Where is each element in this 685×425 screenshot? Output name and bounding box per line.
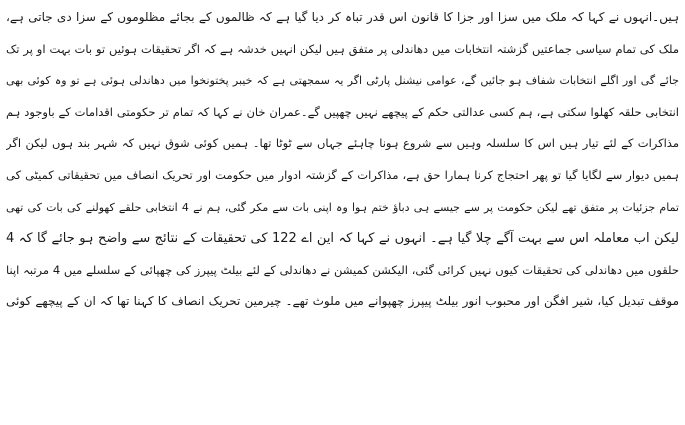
article-line: حلقوں میں دھاندلی کی تحقیقات کیوں نہیں کرائی گئی، الیکشن کمیشن نے دھاندلی کے لئے بیلٹ پیپرز کی چھپائی کے سلسلے میں 4 مرتبہ اپنا (6, 262, 679, 277)
article-line: ہمیں دیوار سے لگایا گیا تو پھر احتجاج کرنا ہمارا حق ہے، مذاکرات کے گزشتہ ادوار میں حکومت اور تحریک انصاف میں تحقیقاتی کمیٹی کی (6, 167, 679, 182)
article-line: لیکن اب معاملہ اس سے بہت آگے چلا گیا ہے۔ انہوں نے کہا کہ این اے 122 کی تحقیقات کے نتائج سے واضح ہو جائے گا کہ 4 (6, 231, 679, 247)
article-line: انتخابی حلقہ کھلوا سکتی ہے، ہم کسی عدالتی حکم کے پیچھے نہیں چھپیں گے۔عمران خان نے کہا کہ تمام تر حکومتی اقدامات کے باوجود ہم (6, 104, 679, 119)
article-line: موقف تبدیل کیا، شیر افگن اور محبوب انور بیلٹ پیپرز چھپوانے میں ملوث تھے۔ چیرمین تحریک انصاف کا کہنا تھا کہ ان کے پیچھے کوئی (6, 294, 679, 309)
article-line: مذاکرات کے لئے تیار ہیں اس کا سلسلہ وہیں سے شروع ہونا چاہئے جہاں سے ٹوٹا تھا۔ ہمیں کوئی شوق نہیں کہ شہر بند ہوں لیکن اگر (6, 136, 679, 151)
article-line: تمام جزئیات پر متفق تھے لیکن حکومت پر سے جیسے ہی دباؤ ختم ہوا وہ اپنی بات سے مکر گئی، ہم نے 4 انتخابی حلقے کھولنے کی بات کی تھی (6, 200, 679, 214)
article-line: جائے گی اور اگلے انتخابات شفاف ہو جائیں گے، عوامی نیشنل پارٹی اگر یہ سمجھتی ہے کہ خیبر پختونخوا میں دھاندلی ہوئی ہے تو وہ کوئی بھی (6, 74, 679, 88)
article-line: ہیں۔انہوں نے کہا کہ ملک میں سزا اور جزا کا قانون اس قدر تباہ کر دیا گیا ہے کہ ظالموں کے بجائے مظلوموں کے سزا دی جاتی ہے، (6, 10, 679, 24)
article-line: ملک کی تمام سیاسی جماعتیں گزشتہ انتخابات میں دھاندلی پر متفق ہیں لیکن انہیں خدشہ ہے کہ اگر تحقیقات ہوئیں تو بات بہت او پر تک (6, 41, 679, 56)
